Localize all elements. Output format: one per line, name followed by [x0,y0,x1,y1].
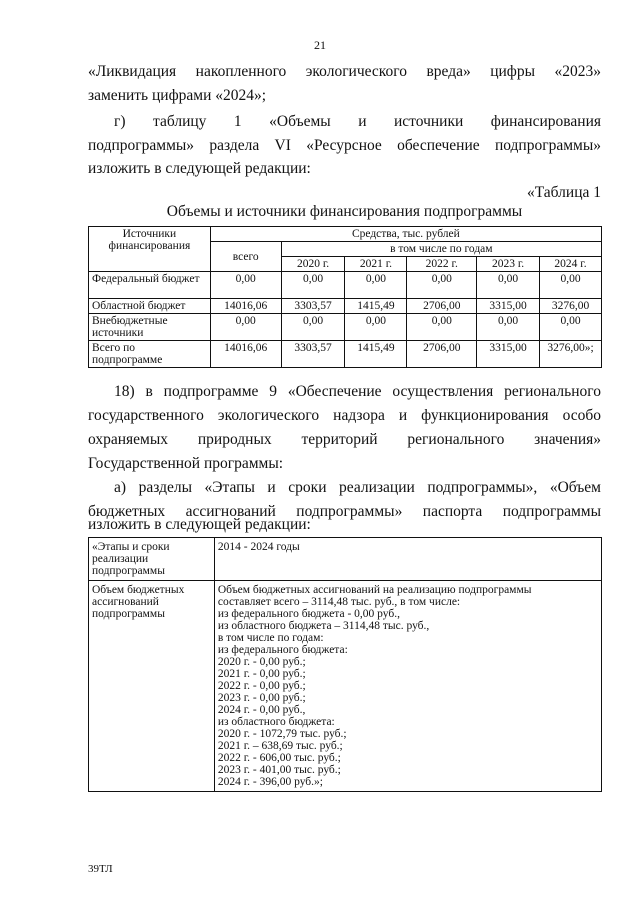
volume-line: 2020 г. - 0,00 руб.; [217,656,306,668]
cell-value: 0,00 [281,272,345,299]
cell-value: 3276,00»; [540,341,602,368]
volume-line: 2023 г. - 0,00 руб.; [217,692,306,704]
cell-value: 0,00 [407,272,477,299]
header-by-year: в том числе по годам [281,242,601,257]
volume-line: 2024 г. - 0,00 руб., [217,704,306,716]
cell-value: 3303,57 [281,299,345,314]
header-year: 2022 г. [407,257,477,272]
cell-value: 2706,00 [407,341,477,368]
cell-value: 3315,00 [477,299,540,314]
cell-value: 1415,49 [345,299,407,314]
header-sources: Источники финансирования [89,227,211,272]
cell-value: 0,00 [540,272,602,299]
cell-value: 0,00 [345,314,407,341]
header-year: 2023 г. [477,257,540,272]
volume-line: Объем бюджетных ассигнований на реализацию подпрограммы [217,584,532,596]
stages-label: «Этапы и сроки реализации подпрограммы [89,538,215,581]
table-row [89,314,602,341]
header-total: всего [210,242,281,272]
volume-line: из областного бюджета: [217,716,335,728]
volume-line: из федерального бюджета: [217,644,348,656]
cell-value: 0,00 [407,314,477,341]
volume-line: 2024 г. - 396,00 руб.»; [217,776,323,788]
cell-value: 0,00 [345,272,407,299]
page-number: 21 [314,38,326,52]
cell-value: 0,00 [540,314,602,341]
paragraph-line: изложить в следующей редакции: [88,160,311,177]
paragraph-line: Государственной программы: [88,455,284,472]
table-row [89,341,602,368]
cell-value: 0,00 [477,314,540,341]
cell-value: 3276,00 [540,299,602,314]
paragraph-line: а) разделы «Этапы и сроки реализации подпрограммы», «Объем [114,479,601,496]
table-number-label: «Таблица 1 [526,184,601,201]
cell-total: 14016,06 [210,341,281,368]
cell-total: 0,00 [210,314,281,341]
paragraph-line: бюджетных ассигнований подпрограммы» паспорта подпрограммы [88,503,601,520]
volume-line: 2021 г. - 0,00 руб.; [217,668,306,680]
volume-line: из федерального бюджета - 0,00 руб., [217,608,400,620]
paragraph-line: «Ликвидация накопленного экологического вреда» цифры «2023» [88,63,601,80]
stages-value: 2014 - 2024 годы [214,538,601,581]
table-row [89,581,602,792]
cell-value: 1415,49 [345,341,407,368]
header-year: 2021 г. [345,257,407,272]
table-row [89,538,602,581]
footer-code: 39ТЛ [88,863,113,875]
volume-value [214,581,601,792]
cell-value: 3303,57 [281,341,345,368]
paragraph-line: подпрограммы» раздела VI «Ресурсное обеспечение подпрограммы» [88,137,601,154]
cell-total: 0,00 [210,272,281,299]
paragraph-line: г) таблицу 1 «Объемы и источники финансирования [114,113,601,130]
volume-line: 2022 г. - 606,00 тыс. руб.; [217,752,341,764]
row-source: Внебюджетные источники [89,314,211,341]
volume-line: 2021 г. – 638,69 тыс. руб.; [217,740,343,752]
finance-table [88,226,602,368]
table-caption: Объемы и источники финансирования подпрограммы [166,203,523,220]
row-source: Федеральный бюджет [89,272,211,299]
cell-value: 0,00 [477,272,540,299]
paragraph-line: изложить в следующей редакции: [88,516,311,533]
header-funds: Средства, тыс. рублей [210,227,601,242]
passport-table [88,537,602,792]
header-year: 2020 г. [281,257,345,272]
table-row [89,272,602,299]
volume-line: в том числе по годам: [217,632,324,644]
paragraph-line: государственного экологического надзора и функционирования особо [88,407,601,424]
volume-line: из областного бюджета – 3114,48 тыс. руб., [217,620,430,632]
table-row [89,299,602,314]
volume-line: 2020 г. - 1072,79 тыс. руб.; [217,728,347,740]
header-year: 2024 г. [540,257,602,272]
cell-value: 3315,00 [477,341,540,368]
volume-line: составляет всего – 3114,48 тыс. руб., в том числе: [217,596,461,608]
row-source: Областной бюджет [89,299,211,314]
volume-line: 2022 г. - 0,00 руб.; [217,680,306,692]
cell-value: 2706,00 [407,299,477,314]
volume-label: Объем бюджетных ассигнований подпрограммы [89,581,215,792]
paragraph-line: 18) в подпрограмме 9 «Обеспечение осуществления регионального [114,383,601,400]
cell-total: 14016,06 [210,299,281,314]
volume-line: 2023 г. - 401,00 тыс. руб.; [217,764,341,776]
row-source: Всего по подпрограмме [89,341,211,368]
cell-value: 0,00 [281,314,345,341]
paragraph-line: заменить цифрами «2024»; [88,87,267,104]
paragraph-line: охраняемых природных территорий регионального значения» [88,431,601,448]
